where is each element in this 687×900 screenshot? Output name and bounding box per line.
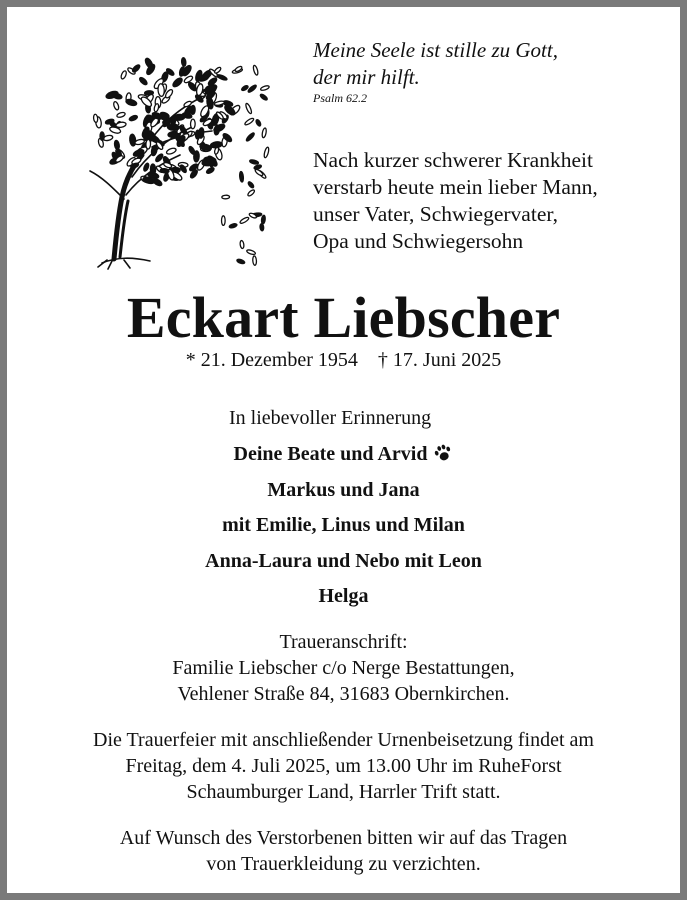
verse-line-1: Meine Seele ist stille zu Gott, <box>313 38 558 62</box>
mourner-line: Helga <box>318 585 369 607</box>
bible-verse <box>313 37 558 105</box>
dress-code-wish <box>7 825 680 877</box>
death-date: † 17. Juni 2025 <box>377 349 502 371</box>
mourners-list <box>7 439 680 617</box>
paw-print-icon <box>433 443 453 463</box>
mourning-address <box>7 629 680 707</box>
death-announcement <box>313 147 598 255</box>
verse-line-2: der mir hilft. <box>313 65 420 89</box>
ceremony-line: Schaumburger Land, Harrler Trift statt. <box>186 781 501 803</box>
announcement-line: Opa und Schwiegersohn <box>313 229 524 253</box>
ceremony-line: Die Trauerfeier mit anschließender Urnenbeisetzung findet am <box>93 729 594 751</box>
mourner-line <box>7 439 680 475</box>
announcement-line: unser Vater, Schwiegervater, <box>313 202 559 226</box>
mourner-line: Markus und Jana <box>267 478 420 501</box>
wish-line: Auf Wunsch des Verstorbenen bitten wir auf das Tragen <box>119 827 568 849</box>
address-line: Vehlener Straße 84, 31683 Obernkirchen. <box>177 683 510 705</box>
mourner-line: Anna-Laura und Nebo mit Leon <box>205 549 482 572</box>
verse-reference: Psalm 62.2 <box>313 91 367 105</box>
birth-date: * 21. Dezember 1954 <box>185 349 358 371</box>
wish-line: von Trauerkleidung zu verzichten. <box>206 853 481 875</box>
announcement-line: verstarb heute mein lieber Mann, <box>313 175 598 199</box>
memory-line: In liebevoller Erinnerung <box>229 407 432 429</box>
deceased-name: Eckart Liebscher <box>126 285 561 350</box>
windblown-tree-icon <box>62 27 272 272</box>
mourner-name: Deine Beate und Arvid <box>233 443 428 465</box>
address-label: Traueranschrift: <box>279 631 408 653</box>
mourner-line: mit Emilie, Linus und Milan <box>222 514 465 536</box>
funeral-ceremony-info <box>7 727 680 805</box>
life-dates <box>7 347 680 373</box>
announcement-line: Nach kurzer schwerer Krankheit <box>313 148 593 172</box>
ceremony-line: Freitag, dem 4. Juli 2025, um 13.00 Uhr im RuheForst <box>125 755 562 777</box>
address-line: Familie Liebscher c/o Nerge Bestattungen, <box>172 657 515 679</box>
